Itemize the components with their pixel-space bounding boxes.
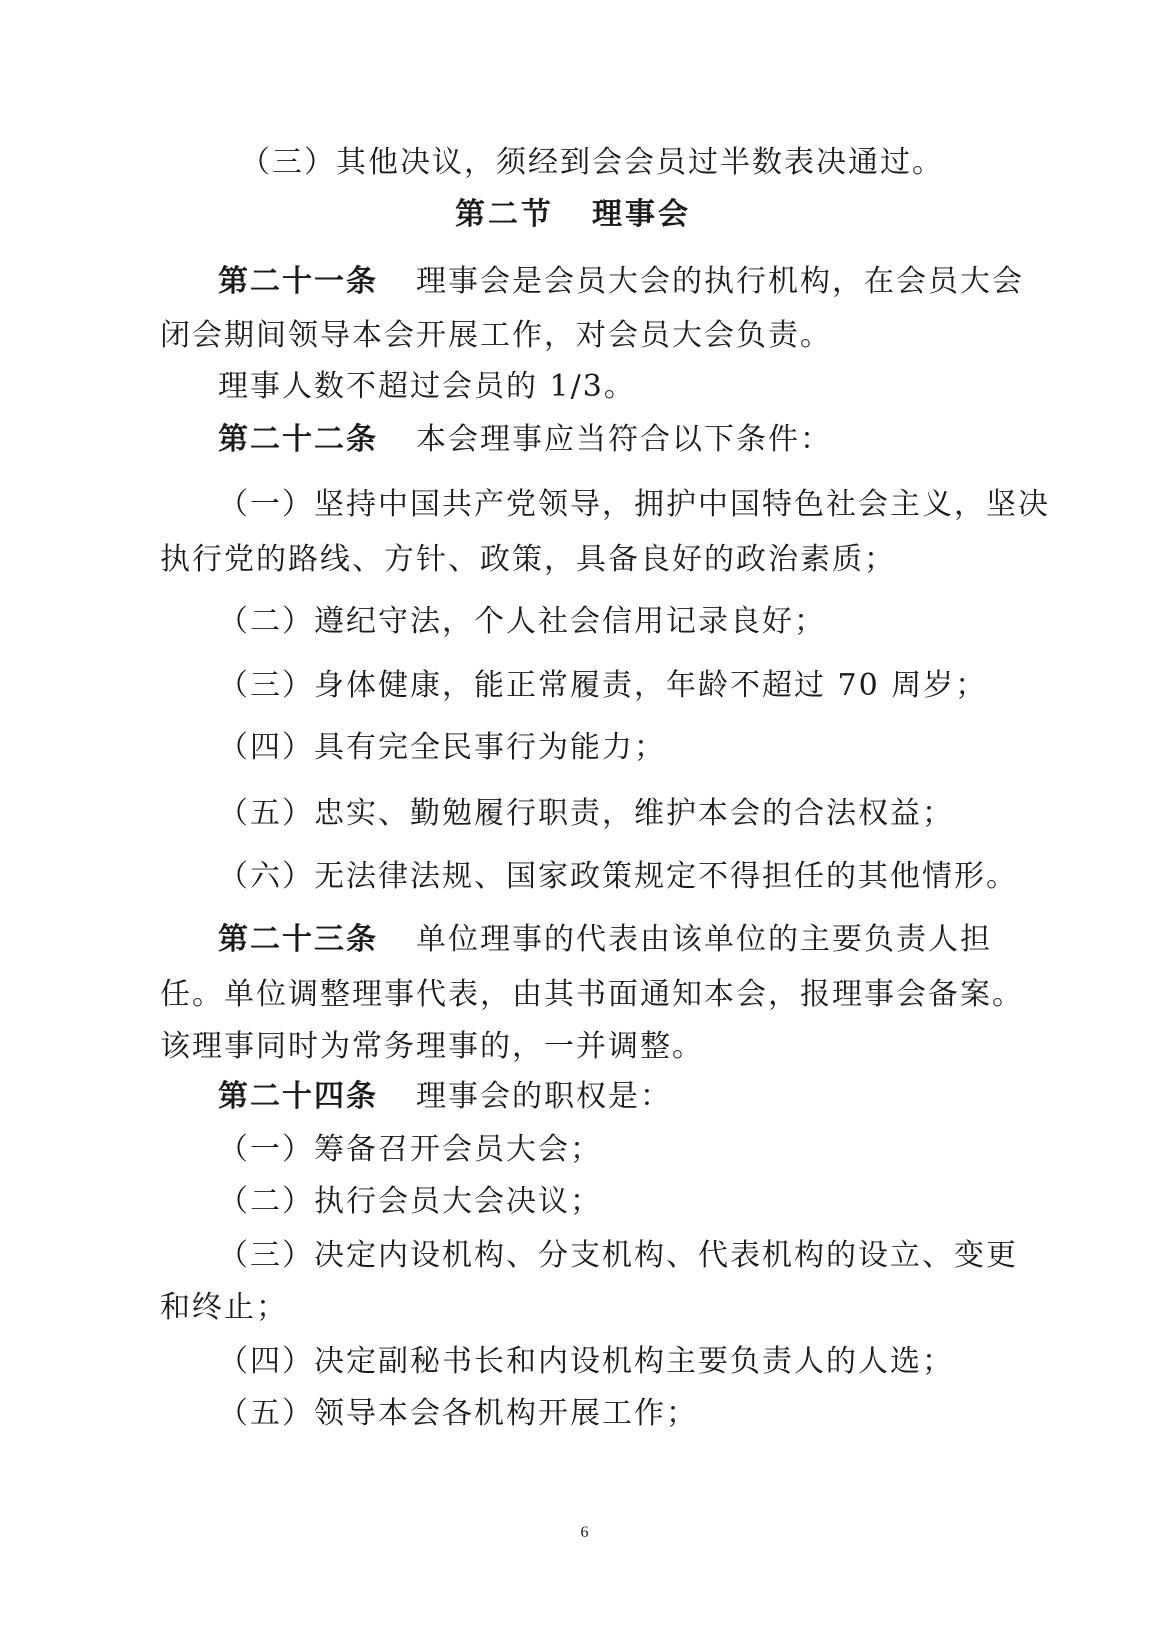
section-number: 第二节 [455, 197, 554, 232]
article-24 [218, 1077, 672, 1117]
section-title: 理事会 [592, 197, 691, 232]
page-number: 6 [580, 1524, 589, 1541]
article-23-label: 第二十三条 [218, 922, 378, 957]
article-24-item-4: （四）决定副秘书长和内设机构主要负责人的人选； [218, 1344, 954, 1379]
article-21-label: 第二十一条 [218, 264, 378, 299]
article-24-label: 第二十四条 [218, 1079, 378, 1114]
article-24-item-5: （五）领导本会各机构开展工作； [218, 1396, 698, 1431]
article-24-text: 理事会的职权是： [416, 1079, 672, 1114]
article-21-paragraph-2: 理事人数不超过会员的 1/3。 [218, 369, 636, 404]
article-24-item-3-continuation: 和终止； [160, 1290, 288, 1325]
article-23 [218, 920, 992, 960]
article-23-text: 单位理事的代表由该单位的主要负责人担 [416, 922, 992, 957]
article-22-item-1: （一）坚持中国共产党领导，拥护中国特色社会主义，坚决 [218, 487, 1050, 522]
article-21-text: 理事会是会员大会的执行机构，在会员大会 [416, 264, 1024, 299]
article-22-item-5: （五）忠实、勤勉履行职责，维护本会的合法权益； [218, 796, 954, 831]
article-22-item-1-continuation: 执行党的路线、方针、政策，具备良好的政治素质； [160, 542, 896, 577]
article-23-continuation-1: 任。单位调整理事代表，由其书面通知本会，报理事会备案。 [160, 977, 1024, 1012]
article-22 [218, 420, 832, 460]
article-21-continuation: 闭会期间领导本会开展工作，对会员大会负责。 [160, 318, 832, 353]
article-22-item-4: （四）具有完全民事行为能力； [218, 730, 666, 765]
article-22-item-6: （六）无法律法规、国家政策规定不得担任的其他情形。 [218, 859, 1018, 894]
article-24-item-1: （一）筹备召开会员大会； [218, 1132, 602, 1167]
article-22-item-2: （二）遵纪守法，个人社会信用记录良好； [218, 604, 826, 639]
article-23-continuation-2: 该理事同时为常务理事的，一并调整。 [160, 1029, 704, 1064]
article-22-label: 第二十二条 [218, 422, 378, 457]
section-heading [455, 195, 691, 235]
article-24-item-2: （二）执行会员大会决议； [218, 1184, 602, 1219]
article-22-text: 本会理事应当符合以下条件： [416, 422, 832, 457]
resolution-item-3: （三）其他决议，须经到会会员过半数表决通过。 [240, 145, 944, 180]
article-21 [218, 262, 1024, 302]
article-22-item-3: （三）身体健康，能正常履责，年龄不超过 70 周岁； [218, 668, 988, 703]
article-24-item-3: （三）决定内设机构、分支机构、代表机构的设立、变更 [218, 1238, 1018, 1273]
